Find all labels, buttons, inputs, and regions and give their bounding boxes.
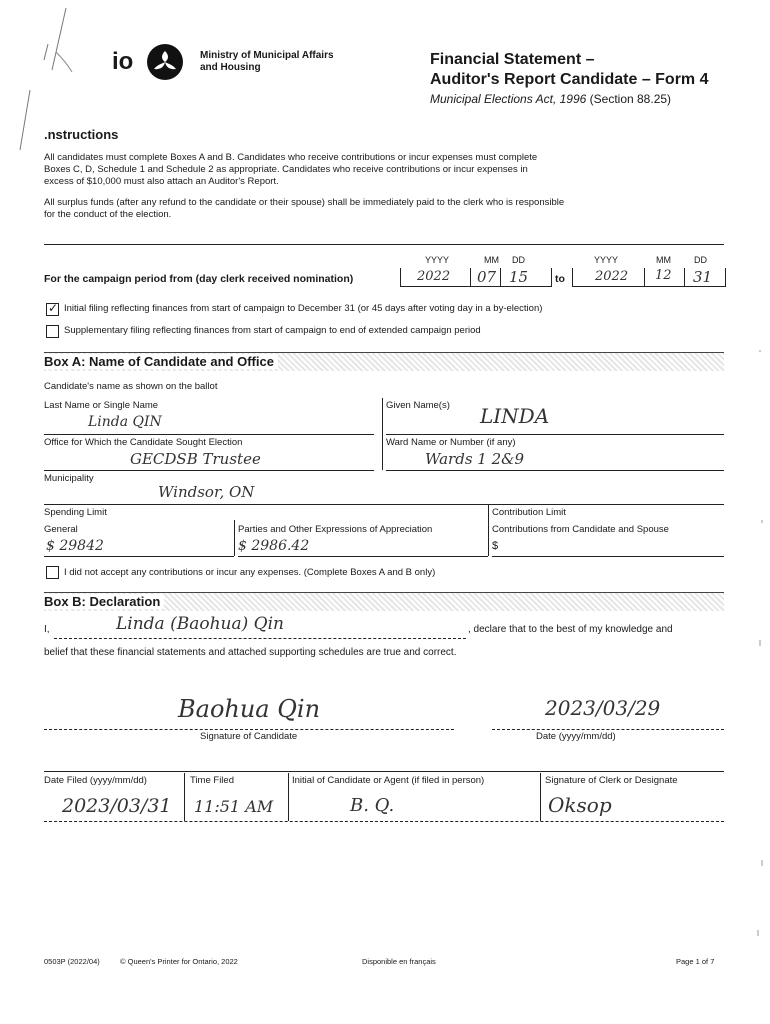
parties-label: Parties and Other Expressions of Appreciation — [238, 524, 433, 535]
from-yyyy-box[interactable] — [400, 268, 471, 287]
clerk-signature-label: Signature of Clerk or Designate — [545, 775, 678, 786]
parties-value[interactable]: $ 2986.42 — [238, 538, 310, 554]
supplementary-filing-label: Supplementary filing reflecting finances from start of campaign to end of extended campaign period — [64, 325, 481, 336]
last-name-underline — [44, 434, 374, 435]
to-mm: 12 — [655, 268, 672, 283]
initial-label: Initial of Candidate or Agent (if filed in person) — [292, 775, 485, 786]
last-name-label: Last Name or Single Name — [44, 400, 159, 411]
contributions-label: Contributions from Candidate and Spouse — [492, 524, 669, 535]
filed-separator-1 — [184, 773, 185, 821]
from-dd: 15 — [509, 268, 529, 286]
last-name-value[interactable]: Linda QIN — [88, 414, 162, 430]
spending-separator — [234, 520, 235, 556]
contribution-separator — [488, 504, 489, 556]
from-dd-box[interactable] — [500, 268, 552, 287]
to-yyyy-box[interactable] — [572, 268, 645, 287]
to-dd-box[interactable] — [684, 268, 726, 287]
time-filed-label: Time Filed — [190, 775, 234, 786]
date-filed-label: Date Filed (yyyy/mm/dd) — [44, 775, 147, 786]
ballot-note: Candidate's name as shown on the ballot — [44, 381, 218, 392]
filed-bottom-line — [44, 821, 724, 822]
to-mm-box[interactable] — [644, 268, 685, 287]
instructions-p1-l2: Boxes C, D, Schedule 1 and Schedule 2 as appropriate. Candidates who receive contributions or incur expenses in — [44, 164, 528, 175]
general-underline — [44, 556, 234, 557]
to-dd: 31 — [693, 268, 713, 286]
check-icon: ✓ — [48, 301, 59, 315]
to-label: to — [555, 273, 565, 285]
initial-filing-label: Initial filing reflecting finances from start of campaign to December 31 (or 45 days after voting day in a by-election) — [64, 303, 543, 314]
box-b-heading: Box B: Declaration — [44, 594, 164, 609]
no-contributions-label: I did not accept any contributions or incur any expenses. (Complete Boxes A and B only) — [64, 567, 436, 578]
no-contributions-checkbox[interactable] — [46, 566, 59, 579]
office-label: Office for Which the Candidate Sought Election — [44, 437, 243, 448]
from-mm-box[interactable] — [470, 268, 501, 287]
office-underline — [44, 470, 374, 471]
name-separator — [382, 398, 383, 470]
given-name-value[interactable]: LINDA — [480, 404, 550, 428]
general-label: General — [44, 524, 78, 535]
instructions-p1-l1: All candidates must complete Boxes A and B. Candidates who receive contributions or incur expenses must complete — [44, 152, 538, 163]
copyright: © Queen's Printer for Ontario, 2022 — [120, 957, 238, 966]
candidate-signature[interactable]: Baohua Qin — [178, 695, 321, 723]
signature-underline — [44, 729, 454, 730]
time-filed-value[interactable]: 11:51 AM — [194, 797, 274, 816]
form-title-line-2: Auditor's Report Candidate – Form 4 — [430, 71, 709, 88]
trillium-icon — [146, 43, 184, 81]
spending-limit-label: Spending Limit — [44, 507, 107, 518]
contributions-underline — [492, 556, 724, 557]
supplementary-filing-checkbox[interactable] — [46, 325, 59, 338]
act-reference — [430, 90, 709, 108]
parties-underline — [238, 556, 488, 557]
from-mm: 07 — [477, 268, 497, 286]
instructions-p2-l2: for the conduct of the election. — [44, 209, 172, 220]
instructions-p2-l1: All surplus funds (after any refund to the candidate or their spouse) shall be immediately paid to the clerk who is responsible — [44, 197, 565, 208]
filed-top-line — [44, 771, 724, 772]
given-name-underline — [386, 434, 724, 435]
declaration-i-label: I, — [44, 624, 50, 635]
clerk-signature[interactable]: Oksop — [548, 793, 612, 817]
act-name: Municipal Elections Act, 1996 — [430, 92, 587, 106]
office-value[interactable]: GECDSB Trustee — [130, 450, 261, 468]
col-dd-from: DD — [512, 255, 525, 265]
ministry-line-2: and Housing — [200, 62, 261, 73]
col-yyyy-to: YYYY — [594, 255, 619, 265]
ministry-line-1: Ministry of Municipal Affairs — [200, 50, 334, 61]
municipality-value[interactable]: Windsor, ON — [158, 483, 255, 501]
col-mm-to: MM — [656, 255, 671, 265]
contribution-limit-label: Contribution Limit — [492, 507, 566, 518]
initial-value[interactable]: B. Q. — [350, 795, 395, 816]
instructions-text — [44, 152, 734, 221]
ward-value[interactable]: Wards 1 2&9 — [425, 450, 525, 468]
campaign-period-label: For the campaign period from (day clerk received nomination) — [44, 273, 354, 285]
box-a-header — [44, 352, 724, 371]
filed-separator-3 — [540, 773, 541, 821]
declarant-underline — [54, 638, 466, 639]
municipality-underline — [44, 504, 724, 505]
date-underline — [492, 729, 724, 730]
french-availability: Disponible en français — [362, 957, 436, 966]
ward-underline — [386, 470, 724, 471]
logo-text: io — [112, 48, 134, 75]
general-value[interactable]: $ 29842 — [46, 538, 104, 554]
form-title-line-1: Financial Statement – — [430, 51, 595, 68]
instructions-p1-l3: excess of $10,000 must also attach an Auditor's Report. — [44, 176, 279, 187]
belief-text: belief that these financial statements and attached supporting schedules are true and correct. — [44, 647, 457, 658]
declaration-date[interactable]: 2023/03/29 — [545, 696, 661, 720]
given-name-label: Given Name(s) — [386, 400, 450, 411]
act-section: (Section 88.25) — [589, 92, 672, 106]
form-code: 0503P (2022/04) — [44, 957, 100, 966]
signature-label: Signature of Candidate — [200, 731, 298, 742]
from-yyyy: 2022 — [417, 269, 451, 284]
col-mm-from: MM — [484, 255, 499, 265]
declare-text: , declare that to the best of my knowledge and — [468, 624, 673, 635]
ministry-name — [200, 50, 334, 74]
municipality-label: Municipality — [44, 473, 94, 484]
declarant-name[interactable]: Linda (Baohua) Qin — [116, 614, 284, 634]
form-title — [430, 50, 709, 108]
box-b-header — [44, 592, 724, 611]
divider — [44, 244, 724, 245]
ontario-logo — [112, 48, 133, 76]
initial-filing-checkbox[interactable] — [46, 303, 59, 316]
col-dd-to: DD — [694, 255, 707, 265]
box-a-heading: Box A: Name of Candidate and Office — [44, 354, 278, 369]
date-label: Date (yyyy/mm/dd) — [536, 731, 616, 742]
to-yyyy: 2022 — [595, 269, 629, 284]
page-number: Page 1 of 7 — [676, 957, 715, 966]
filed-separator-2 — [288, 773, 289, 821]
ward-label: Ward Name or Number (if any) — [386, 437, 516, 448]
instructions-heading: .nstructions — [44, 127, 119, 142]
date-filed-value[interactable]: 2023/03/31 — [62, 795, 172, 817]
contributions-value[interactable]: $ — [492, 540, 499, 552]
col-yyyy-from: YYYY — [425, 255, 450, 265]
